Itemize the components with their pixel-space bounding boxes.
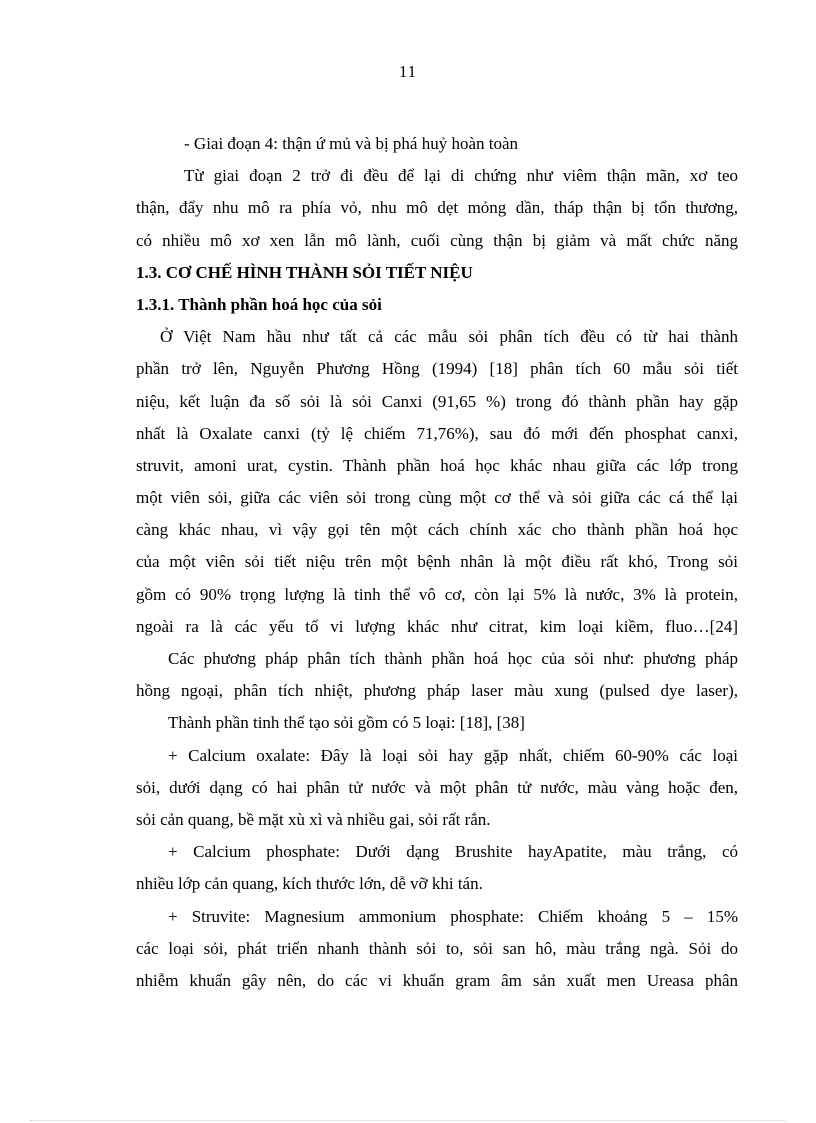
text-line: các loại sỏi, phát triển nhanh thành sỏi to, sỏi san hô, màu trắng ngà. Sỏi do xyxy=(136,938,738,958)
text-line: thận, đẩy nhu mô ra phía vỏ, nhu mô dẹt mỏng dần, tháp thận bị tổn thương, xyxy=(136,198,738,218)
text-line: càng khác nhau, vì vậy gọi tên một cách chính xác cho thành phần hoá học xyxy=(136,520,738,540)
text-line: hồng ngoại, phân tích nhiệt, phương pháp laser màu xung (pulsed dye laser), xyxy=(136,681,738,701)
text-line: Các phương pháp phân tích thành phần hoá học của sỏi như: phương pháp xyxy=(168,649,738,668)
text-line: niệu, kết luận đa số sỏi là sỏi Canxi (91,65 %) trong đó thành phần hay gặp xyxy=(136,391,738,411)
text-line: nhiều lớp cản quang, kích thước lớn, dễ vỡ khi tán. xyxy=(136,874,483,894)
text-line: Ở Việt Nam hầu như tất cả các mẫu sỏi phân tích đều có từ hai thành xyxy=(160,327,738,347)
text-line: ngoài ra là các yếu tố vi lượng khác như citrat, kim loại kiềm, fluo…[24] xyxy=(136,616,738,636)
text-line: sỏi, dưới dạng có hai phân tử nước và một phân tử nước, màu vàng hoặc đen, xyxy=(136,777,738,797)
text-line: Thành phần tinh thể tạo sỏi gồm có 5 loại: [18], [38] xyxy=(168,713,525,733)
text-line: + Struvite: Magnesium ammonium phosphate: Chiếm khoảng 5 – 15% xyxy=(168,906,738,926)
text-line: của một viên sỏi tiết niệu trên một bệnh nhân là một điều rất khó, Trong sỏi xyxy=(136,552,738,572)
subsection-heading: 1.3.1. Thành phần hoá học của sỏi xyxy=(136,294,382,314)
text-line: - Giai đoạn 4: thận ứ mủ và bị phá huỷ hoàn toàn xyxy=(184,134,519,153)
text-line: sỏi cản quang, bề mặt xù xì và nhiều gai, sỏi rất rắn. xyxy=(136,809,491,829)
text-line: gồm có 90% trọng lượng là tinh thể vô cơ, còn lại 5% là nước, 3% là protein, xyxy=(136,584,738,604)
text-line: + Calcium oxalate: Đây là loại sỏi hay gặp nhất, chiếm 60-90% các loại xyxy=(168,745,738,765)
document-body xyxy=(136,128,738,997)
text-line: + Calcium phosphate: Dưới dạng Brushite hayApatite, màu trắng, có xyxy=(168,842,738,862)
text-line: có nhiều mô xơ xen lẫn mô lành, cuối cùng thận bị giảm và mất chức năng xyxy=(136,230,738,250)
page-bottom-divider xyxy=(30,1120,786,1121)
text-line: struvit, amoni urat, cystin. Thành phần hoá học khác nhau giữa các lớp trong xyxy=(136,455,738,475)
section-heading: 1.3. CƠ CHẾ HÌNH THÀNH SỎI TIẾT NIỆU xyxy=(136,262,473,282)
text-line: một viên sỏi, giữa các viên sỏi trong cùng một cơ thể và sỏi giữa các cá thể lại xyxy=(136,488,738,508)
text-line: nhiễm khuẩn gây nên, do các vi khuẩn gram âm sản xuất men Ureasa phân xyxy=(136,970,738,990)
page-number: 11 xyxy=(398,62,418,81)
text-line: Từ giai đoạn 2 trở đi đều để lại di chứng như viêm thận mãn, xơ teo xyxy=(184,166,738,186)
text-line: phần trở lên, Nguyễn Phương Hồng (1994) [18] phân tích 60 mẫu sỏi tiết xyxy=(136,359,738,379)
text-line: nhất là Oxalate canxi (tỷ lệ chiếm 71,76%), sau đó mới đến phosphat canxi, xyxy=(136,423,738,443)
